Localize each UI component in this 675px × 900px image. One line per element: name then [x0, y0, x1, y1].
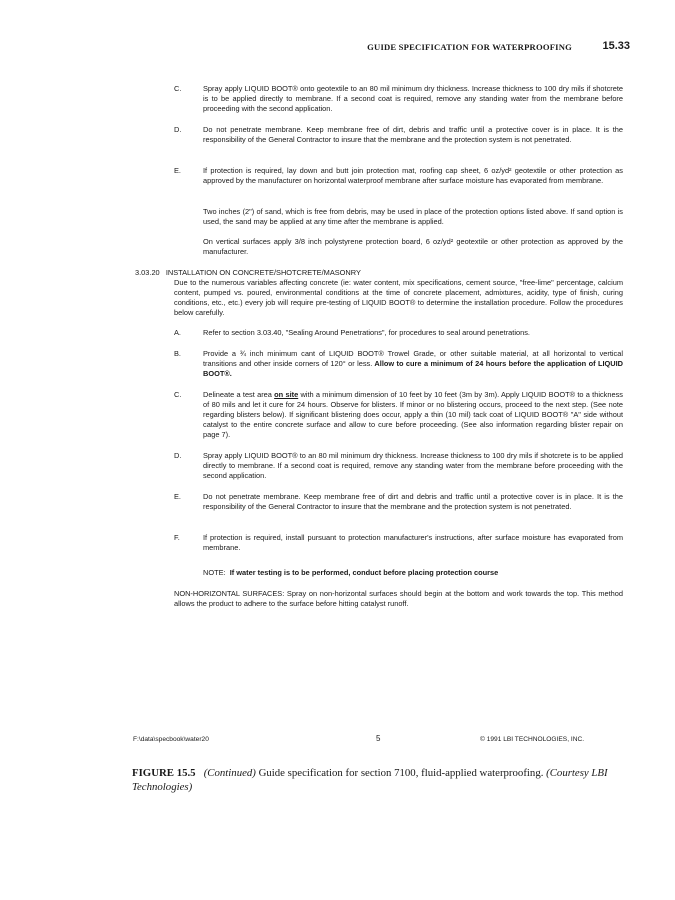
item-label: D. [174, 125, 182, 134]
item-text: Provide a ¾ inch minimum cant of LIQUID BOOT® Trowel Grade, or other suitable material, at all horizontal to vertical transitions and other inside corners of 120° or less. Allow to cure a minimum of 24 hours before the application of LIQUID BOOT®. [203, 349, 623, 378]
note [203, 568, 498, 578]
item-text: Spray apply LIQUID BOOT® to an 80 mil minimum dry thickness. Increase thickness to 100 dry mils if shotcrete is to be applied directly to membrane. If a second coat is required, remove any standing water from the membrane before proceeding with the second application. [203, 451, 623, 480]
header-page-number: 15.33 [602, 40, 630, 52]
item-label: A. [174, 328, 181, 337]
item-text: If protection is required, install pursuant to protection manufacturer's instructions, after surface moisture has evaporated from membrane. [203, 533, 623, 552]
non-horizontal-label: NON-HORIZONTAL SURFACES: [174, 589, 285, 598]
footer-copyright: © 1991 LBI TECHNOLOGIES, INC. [480, 736, 585, 743]
item-text: Two inches (2") of sand, which is free from debris, may be used in place of the protection options listed above. If sand option is used, the sand may be applied at any time after the membrane is applied. [203, 207, 623, 226]
running-header [330, 40, 630, 56]
non-horizontal-paragraph [174, 589, 623, 609]
item-label: B. [174, 349, 181, 358]
item-label: E. [174, 492, 181, 501]
section-heading [135, 268, 361, 278]
section-number: 3.03.20 [135, 268, 160, 277]
item-label: E. [174, 166, 181, 175]
item-label: C. [174, 390, 182, 399]
item-label: D. [174, 451, 182, 460]
item-text: Do not penetrate membrane. Keep membrane free of dirt and debris and traffic until a protective cover is in place. It is the responsibility of the General Contractor to insure that the membrane and the protection system is not penetrated. [203, 492, 623, 511]
figure-caption [132, 766, 637, 794]
item-label: C. [174, 84, 182, 93]
section-title: INSTALLATION ON CONCRETE/SHOTCRETE/MASONRY [165, 268, 361, 277]
item-text: If protection is required, lay down and butt join protection mat, roofing cap sheet, 6 oz/yd² geotextile or other protection as approved by the manufacturer on horizontal waterproof membrane after surface moisture has evaporated from membrane. [203, 166, 623, 185]
item-text: Spray apply LIQUID BOOT® onto geotextile to an 80 mil minimum dry thickness. Increase thickness to 100 dry mils if shotcrete is to be applied directly to membrane. If a second coat is required, remove any standing water from the membrane before proceeding with the second application. [203, 84, 623, 113]
footer-page: 5 [376, 734, 381, 743]
item-text: Do not penetrate membrane. Keep membrane free of dirt, debris and traffic until a protective cover is in place. It is the responsibility of the General Contractor to insure that the membrane and the protection system is not penetrated. [203, 125, 623, 144]
item-text: Delineate a test area on site with a minimum dimension of 10 feet by 10 feet (3m by 3m). Apply LIQUID BOOT® to a thickness of 80 mils and let it cure for 24 hours. Observe for blisters. If minor or no blistering occurs, proceed to the next step. (See note regarding blisters below). If significant blistering does occur, apply a thin (10 mil) tack coat of LIQUID BOOT® "A" side without catalyst to the entire concrete surface and allow to cure before proceeding. (See also information regarding blister repair on page 7). [203, 390, 623, 439]
non-horizontal-text: Spray on non-horizontal surfaces should begin at the bottom and work towards the top. This method allows the product to adhere to the surface before hitting catalyst runoff. [174, 589, 623, 608]
section-intro: Due to the numerous variables affecting concrete (ie: water content, mix specifications, cement source, "free-lime" percentage, calcium content, pumped vs. poured, environmental conditions at the time of concrete placement, admixtures, acidity, type of finish, curing conditions, etc., etc.) every job will require pre-testing of LIQUID BOOT® to determine the installation procedure. Follow the procedures below carefully. [174, 278, 623, 317]
figure-number: FIGURE 15.5 [132, 767, 196, 779]
note-text: If water testing is to be performed, conduct before placing protection course [229, 568, 499, 577]
caption-continued: (Continued) [203, 767, 256, 779]
caption-courtesy: (Courtesy LBI Technologies) [132, 767, 608, 793]
footer-path: F:\data\specbook\water20 [133, 736, 209, 743]
item-text: Refer to section 3.03.40, "Sealing Around Penetrations", for procedures to seal around penetrations. [203, 328, 530, 337]
caption-text: Guide specification for section 7100, fluid-applied waterproofing. [255, 767, 547, 779]
note-label: NOTE: [203, 568, 226, 577]
header-title: GUIDE SPECIFICATION FOR WATERPROOFING [367, 42, 572, 52]
item-text: On vertical surfaces apply 3/8 inch polystyrene protection board, 6 oz/yd² geotextile or other protection as approved by the manufacturer. [203, 237, 623, 256]
item-label: F. [174, 533, 180, 542]
